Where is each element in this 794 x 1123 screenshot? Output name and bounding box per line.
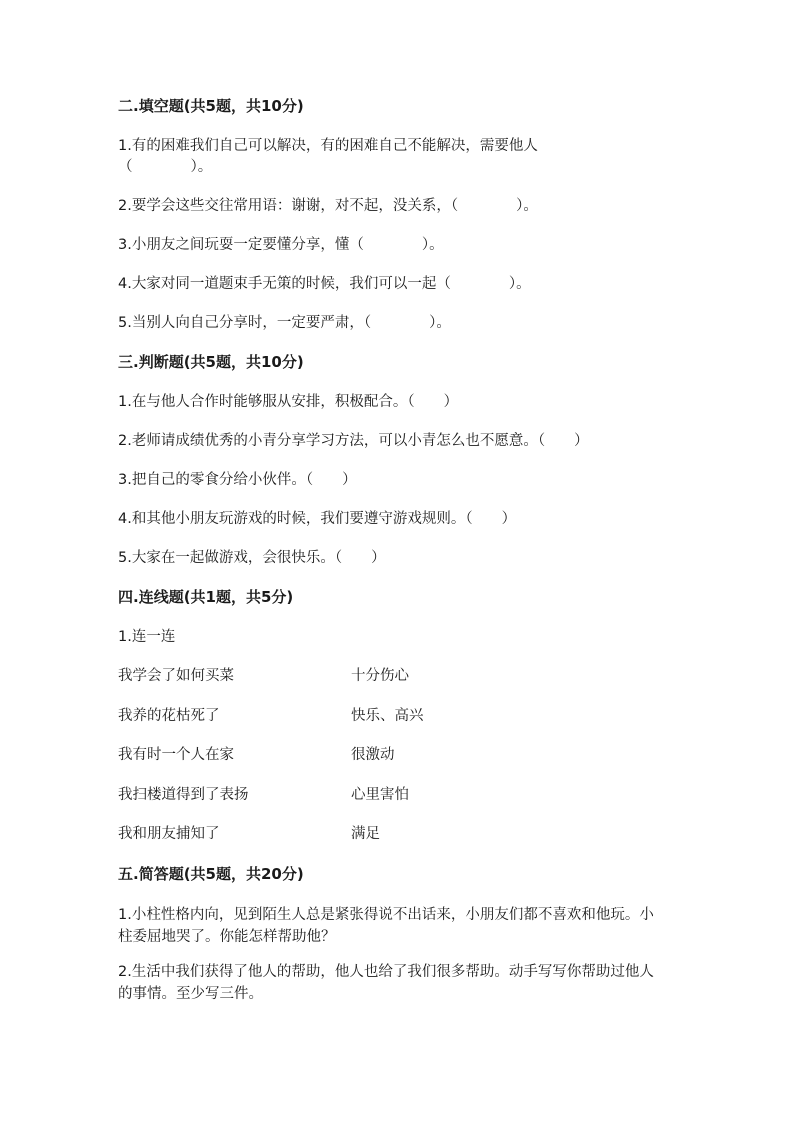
fill-question-2: 2.要学会这些交往常用语：谢谢，对不起，没关系，（ ）。 <box>118 198 538 214</box>
match-left-item: 我扫楼道得到了表扬 <box>118 786 249 803</box>
match-question: 1.连一连 <box>118 629 176 645</box>
section-title-judge: 三.判断题(共5题，共10分) <box>118 353 304 371</box>
match-row <box>118 824 678 845</box>
match-right-item: 很激动 <box>351 747 395 763</box>
match-row <box>118 706 678 727</box>
short-question-1: 1.小柱性格内向，见到陌生人总是紧张得说不出话来，小朋友们都不喜欢和他玩。小柱委屈地哭了。你能怎样帮助他？ <box>118 906 654 945</box>
match-right-item: 满足 <box>351 826 380 842</box>
judge-question-2: 2.老师请成绩优秀的小青分享学习方法，可以小青怎么也不愿意。（ ） <box>118 433 589 449</box>
section-title-match: 四.连线题(共1题，共5分) <box>118 588 294 606</box>
worksheet-page <box>118 96 678 1018</box>
judge-question-3: 3.把自己的零食分给小伙伴。（ ） <box>118 472 357 488</box>
section-title-fill: 二.填空题(共5题，共10分) <box>118 97 304 115</box>
match-table <box>118 666 678 845</box>
judge-question-4: 4.和其他小朋友玩游戏的时候，我们要遵守游戏规则。（ ） <box>118 511 517 527</box>
fill-question-1-line1: 1.有的困难我们自己可以解决，有的困难自己不能解决，需要他人 <box>118 138 538 154</box>
section-title-short: 五.简答题(共5题，共20分) <box>118 864 304 883</box>
judge-question-5: 5.大家在一起做游戏，会很快乐。（ ） <box>118 550 386 566</box>
judge-question-1: 1.在与他人合作时能够服从安排，积极配合。（ ） <box>118 394 459 410</box>
fill-question-3: 3.小朋友之间玩耍一定要懂分享，懂（ ）。 <box>118 237 444 253</box>
match-left-item: 我学会了如何买菜 <box>118 668 234 684</box>
match-row <box>118 666 678 687</box>
match-row <box>118 785 678 806</box>
match-left-item: 我养的花枯死了 <box>118 707 220 724</box>
fill-question-1 <box>118 136 678 178</box>
match-right-item: 心里害怕 <box>351 786 409 803</box>
match-row <box>118 745 678 766</box>
match-left-item: 我有时一个人在家 <box>118 747 234 763</box>
match-right-item: 十分伤心 <box>351 668 409 684</box>
match-right-item: 快乐、高兴 <box>351 707 424 724</box>
match-left-item: 我和朋友捕知了 <box>118 826 220 842</box>
short-question-2: 2.生活中我们获得了他人的帮助，他人也给了我们很多帮助。动手写写你帮助过他人的事情。至少写三件。 <box>118 963 654 1002</box>
fill-question-1-line2: （ ）。 <box>118 159 213 175</box>
fill-question-4: 4.大家对同一道题束手无策的时候，我们可以一起（ ）。 <box>118 276 531 292</box>
fill-question-5: 5.当别人向自己分享时，一定要严肃，（ ）。 <box>118 315 451 331</box>
